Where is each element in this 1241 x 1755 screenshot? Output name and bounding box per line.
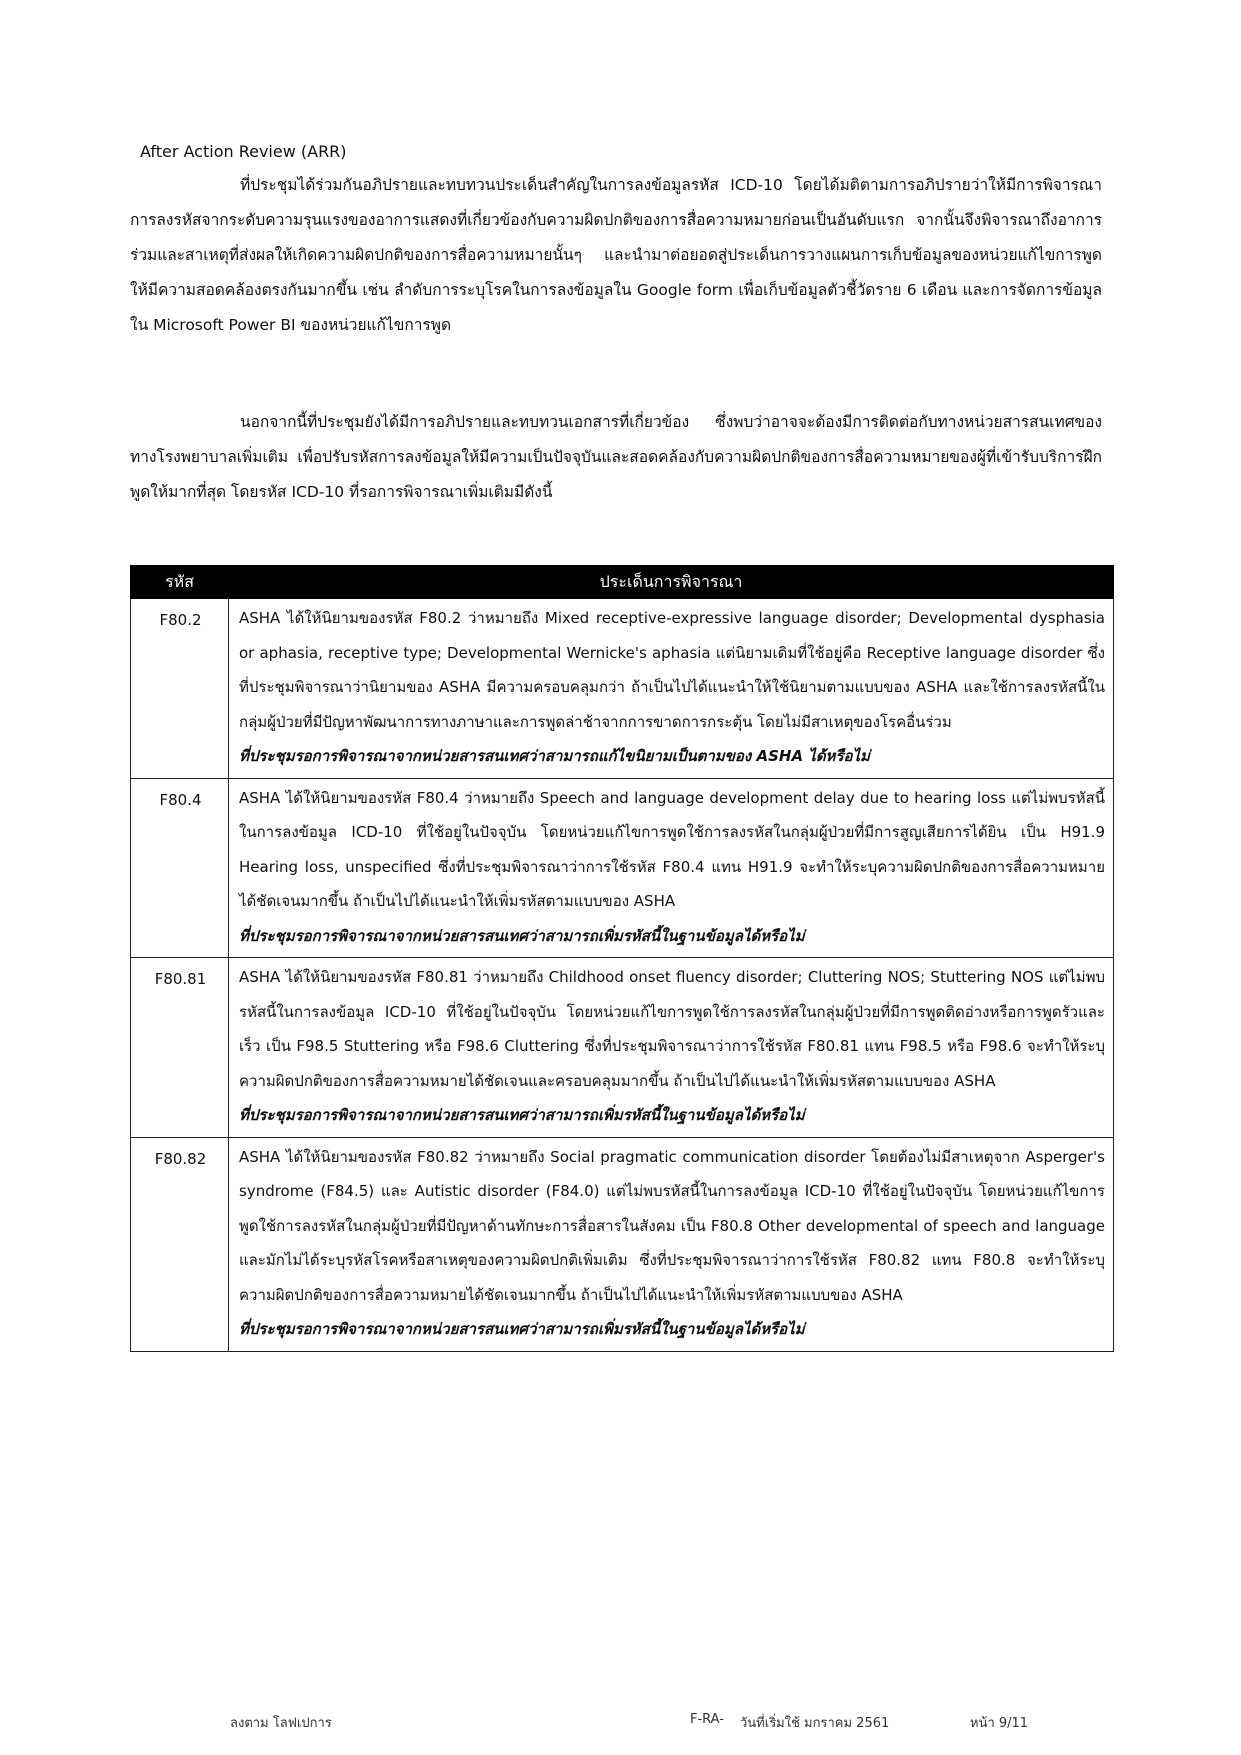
table-row — [131, 1137, 1114, 1351]
paragraph-2: นอกจากนี้ที่ประชุมยังได้มีการอภิปรายและทบทวนเอกสารที่เกี่ยวข้อง ซึ่งพบว่าอาจจะต้องมีการติดต่อกับทางหน่วยสารสนเทศของทางโรงพยาบาลเพิ่มเติม เพื่อปรับรหัสการลงข้อมูลให้มีความเป็นปัจจุบันและสอดคล้องกับความผิดปกติของการสื่อความหมายของผู้ที่เข้ารับบริการฝึกพูดให้มากที่สุด โดยรหัส ICD-10 ที่รอการพิจารณาเพิ่มเติมมีดังนี้ — [130, 413, 1102, 501]
row-content — [229, 1137, 1114, 1351]
header-code: รหัส — [131, 566, 229, 599]
row-content — [229, 958, 1114, 1138]
row-code: F80.82 — [131, 1137, 229, 1351]
row-text: ASHA ได้ให้นิยามของรหัส F80.4 ว่าหมายถึง Speech and language development delay due to hearing loss แต่ไม่พบรหัสนี้ในการลงข้อมูล ICD-10 ที่ใช้อยู่ในปัจจุบัน โดยหน่วยแก้ไขการพูดใช้การลงรหัสในกลุ่มผู้ป่วยที่มีการสูญเสียการได้ยิน เป็น H91.9 Hearing loss, unspecified ซึ่งที่ประชุมพิจารณาว่าการใช้รหัส F80.4 แทน H91.9 จะทำให้ระบุความผิดปกติของการสื่อความหมายได้ชัดเจนมากขึ้น ถ้าเป็นไปได้แนะนำให้เพิ่มรหัสตามแบบของ ASHA — [239, 788, 1105, 910]
row-note: ที่ประชุมรอการพิจารณาจากหน่วยสารสนเทศว่าสามารถแก้ไขนิยามเป็นตามของ ASHA ได้หรือไม่ — [239, 747, 870, 765]
row-text: ASHA ได้ให้นิยามของรหัส F80.2 ว่าหมายถึง Mixed receptive-expressive language disorder; Developmental dysphasia or aphasia, receptive type; Developmental Wernicke's aphasia แต่นิยามเดิมที่ใช้อยู่คือ Receptive language disorder ซึ่งที่ประชุมพิจารณาว่านิยามของ ASHA มีความครอบคลุมกว่า ถ้าเป็นไปได้แนะนำให้ใช้นิยามตามแบบของ ASHA และใช้การลงรหัสนี้ในกลุ่มผู้ป่วยที่มีปัญหาพัฒนาการทางภาษาและการพูดล่าช้าจากการขาดการกระตุ้น โดยไม่มีสาเหตุของโรคอื่นร่วม — [239, 609, 1105, 731]
table-row — [131, 778, 1114, 958]
paragraph-1: ที่ประชุมได้ร่วมกันอภิปรายและทบทวนประเด็นสำคัญในการลงข้อมูลรหัส ICD-10 โดยได้มติตามการอภิปรายว่าให้มีการพิจารณาการลงรหัสจากระดับความรุนแรงของอาการแสดงที่เกี่ยวข้องกับความผิดปกติของการสื่อความหมายก่อนเป็นอันดับแรก จากนั้นจึงพิจารณาถึงอาการร่วมและสาเหตุที่ส่งผลให้เกิดความผิดปกติของการสื่อความหมายนั้นๆ และนำมาต่อยอดสู่ประเด็นการวางแผนการเก็บข้อมูลของหน่วยแก้ไขการพูดให้มีความสอดคล้องตรงกันมากขึ้น เช่น ลำดับการระบุโรคในการลงข้อมูลใน Google form เพื่อเก็บข้อมูลตัวชี้วัดราย 6 เดือน และการจัดการข้อมูลใน Microsoft Power BI ของหน่วยแก้ไขการพูด — [130, 176, 1102, 334]
table-header-row — [131, 566, 1114, 599]
table-row — [131, 958, 1114, 1138]
footer-form-code: F-RA- — [690, 1712, 724, 1727]
header-consideration: ประเด็นการพิจารณา — [229, 566, 1114, 599]
row-content — [229, 599, 1114, 779]
icd-code-table — [130, 565, 1114, 1352]
row-code: F80.4 — [131, 778, 229, 958]
footer-effective-date: วันที่เริ่มใช้ มกราคม 2561 — [740, 1716, 890, 1731]
row-content — [229, 778, 1114, 958]
row-code: F80.81 — [131, 958, 229, 1138]
row-code: F80.2 — [131, 599, 229, 779]
row-text: ASHA ได้ให้นิยามของรหัส F80.82 ว่าหมายถึง Social pragmatic communication disorder โดยต้องไม่มีสาเหตุจาก Asperger's syndrome (F84.5) และ Autistic disorder (F84.0) แต่ไม่พบรหัสนี้ในการลงข้อมูล ICD-10 ที่ใช้อยู่ในปัจจุบัน โดยหน่วยแก้ไขการพูดใช้การลงรหัสในกลุ่มผู้ป่วยที่มีปัญหาด้านทักษะการสื่อสารในสังคม เป็น F80.8 Other developmental of speech and language และมักไม่ได้ระบุรหัสโรคหรือสาเหตุของความผิดปกติเพิ่มเติม ซึ่งที่ประชุมพิจารณาว่าการใช้รหัส F80.82 แทน F80.8 จะทำให้ระบุความผิดปกติของการสื่อความหมายได้ชัดเจนมากขึ้น ถ้าเป็นไปได้แนะนำให้เพิ่มรหัสตามแบบของ ASHA — [239, 1147, 1105, 1304]
row-text: ASHA ได้ให้นิยามของรหัส F80.81 ว่าหมายถึง Childhood onset fluency disorder; Cluttering NOS; Stuttering NOS แต่ไม่พบรหัสนี้ในการลงข้อมูล ICD-10 ที่ใช้อยู่ในปัจจุบัน โดยหน่วยแก้ไขการพูดใช้การลงรหัสในกลุ่มผู้ป่วยที่มีการพูดติดอ่างหรือการพูดรัวและเร็ว เป็น F98.5 Stuttering หรือ F98.6 Cluttering ซึ่งที่ประชุมพิจารณาว่าการใช้รหัส F80.81 แทน F98.5 หรือ F98.6 จะทำให้ระบุความผิดปกติของการสื่อความหมายได้ชัดเจนและครอบคลุมมากขึ้น ถ้าเป็นไปได้แนะนำให้เพิ่มรหัสตามแบบของ ASHA — [239, 968, 1105, 1090]
footer-department: ลงตาม โลฟเปการ — [230, 1716, 332, 1731]
row-note: ที่ประชุมรอการพิจารณาจากหน่วยสารสนเทศว่าสามารถเพิ่มรหัสนี้ในฐานข้อมูลได้หรือไม่ — [239, 1320, 805, 1338]
table-row — [131, 599, 1114, 779]
row-note: ที่ประชุมรอการพิจารณาจากหน่วยสารสนเทศว่าสามารถเพิ่มรหัสนี้ในฐานข้อมูลได้หรือไม่ — [239, 926, 805, 945]
page-title: After Action Review (ARR) — [140, 142, 347, 161]
footer-page-number: หน้า 9/11 — [970, 1716, 1029, 1731]
row-note: ที่ประชุมรอการพิจารณาจากหน่วยสารสนเทศว่าสามารถเพิ่มรหัสนี้ในฐานข้อมูลได้หรือไม่ — [239, 1106, 805, 1124]
